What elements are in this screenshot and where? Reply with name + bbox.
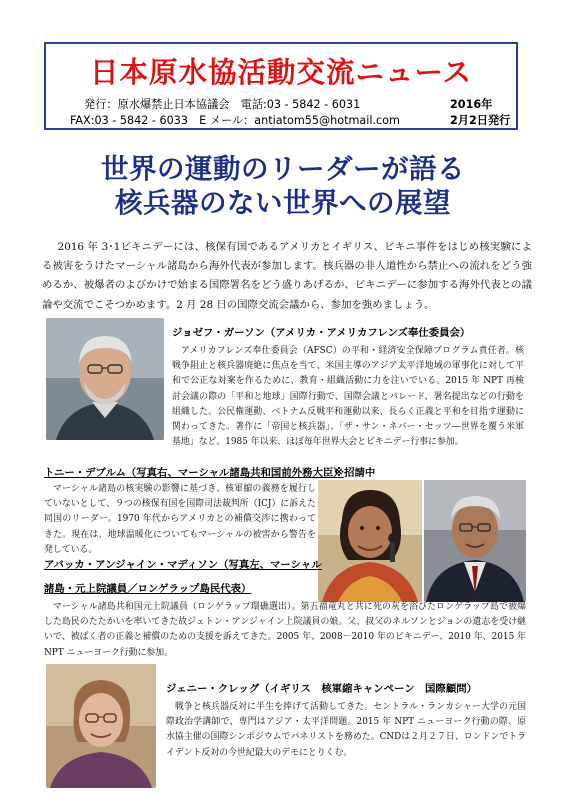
speaker-4-name: ジェニー・クレッグ（イギリス 核軍縮キャンペーン 国際顧問）: [166, 683, 477, 695]
speaker-3-bio: マーシャル諸島共和国元上院議員（ロンゲラップ環礁選出）。第五福竜丸と共に死の灰を浴びたロンゲラップ島で被爆した島民のたたかいを率いてきた故ジェトン・アンジャイン上院議員の娘。父、叔父のネルソンとジョンの遺志を受け継いで、被ばく者の正義と補償のための支援を訴えてきた。2005 年、2008－2010 年のビキニデー、2010 年、2015 年 NPT ニューヨーク行動に参加。: [44, 602, 526, 658]
speaker-3-name-line-2: 諸島・元上院議員／ロンゲラップ島民代表）: [44, 583, 252, 595]
speaker-1-bio: アメリカフレンズ奉仕委員会（AFSC）の平和・経済安全保障プログラム責任者。核戦争阻止と核兵器廃絶に焦点を当て、米国主導のアジア太平洋地域の軍事化に対して平和で公正な対案を作るために、教育・組織活動に力を注いでいる。2015 年 NPT 再検討会議の際の「平和と地球」国際行動で、国際会議とパレード、署名提出などの行動を組織した。公民権運動、ベトナム反戦平和運動以来、長らく正義と平和を目指す運動に関わってきた。著作に「帝国と核兵器」、「ザ・サン・ネバー・セッツ―世界を覆う米軍基地」など。1985 年以来、ほぼ毎年世界大会とビキニデー行事に参加。: [172, 346, 524, 448]
photo-tony-debrum: [424, 480, 526, 602]
speaker-3-name-line-1: アバッカ・アンジャイン・マディソン（写真左、マーシャル: [44, 559, 322, 571]
speaker-2-bio: マーシャル諸島の核実験の影響に基づき、核軍縮の義務を履行していないとして、９つの核保有国を国際司法裁判所（ICJ）に訴えた同国のリーダー。1970 年代からアメリカとの補償交渉に携わってきた。現在は、地球温暖化についてもマーシャルの被害から警告を発している。: [44, 484, 316, 555]
speaker-2-note: ※招請中: [334, 467, 376, 479]
photo-abacca-anjain-maddison: [318, 480, 422, 602]
photo-joseph-gerson: [46, 318, 164, 440]
header-box: [44, 42, 518, 130]
issue-year: 2016年: [450, 98, 493, 111]
headline-line-1: 世界の運動のリーダーが語る: [101, 153, 465, 185]
speaker-2-name: トニー・デブルム（写真右、マーシャル諸島共和国前外務大臣）: [44, 467, 344, 479]
photo-jenny-clegg: [46, 664, 156, 788]
intro-paragraph: 2016 年 3･1ビキニデーには、核保有国であるアメリカとイギリス、ビキニ事件をはじめ核実験による被害をうけたマーシャル諸島から海外代表が参加します。核兵器の非人道性から禁止への流れをどう強めるか、被爆者のよびかけで始まる国際署名をどう盛りあげるか、ビキニデーに参加する海外代表との議論や交流でこそつかめます。2 月 28 日の国際交流会議から、参加を強めましょう。: [42, 241, 532, 311]
issue-date: 2月2日発行: [450, 114, 511, 127]
speaker-1-name: ジョゼフ・ガーソン（アメリカ・アメリカフレンズ奉仕委員会）: [172, 327, 471, 339]
newsletter-title: 日本原水協活動交流ニュース: [89, 56, 473, 89]
speaker-4-bio: 戦争と核兵器反対に半生を捧げて活動してきた。セントラル・ランカシャー大学の元国際政治学講師で、専門はアジア・太平洋問題。2015 年 NPT ニューヨーク行動の際、原水協主催の国際シンポジウムでパネリストを務めた。CNDは２月２７日、ロンドンでトライデント反対の今世紀最大のデモにとりくむ。: [166, 702, 526, 758]
publisher-line: 発行：原水爆禁止日本協議会 電話:03 - 5842 - 6031: [84, 98, 361, 111]
headline-line-2: 核兵器のない世界への展望: [115, 187, 451, 219]
contact-line: FAX:03 - 5842 - 6033 E メール：antiatom55@hotmail.com: [70, 114, 400, 127]
